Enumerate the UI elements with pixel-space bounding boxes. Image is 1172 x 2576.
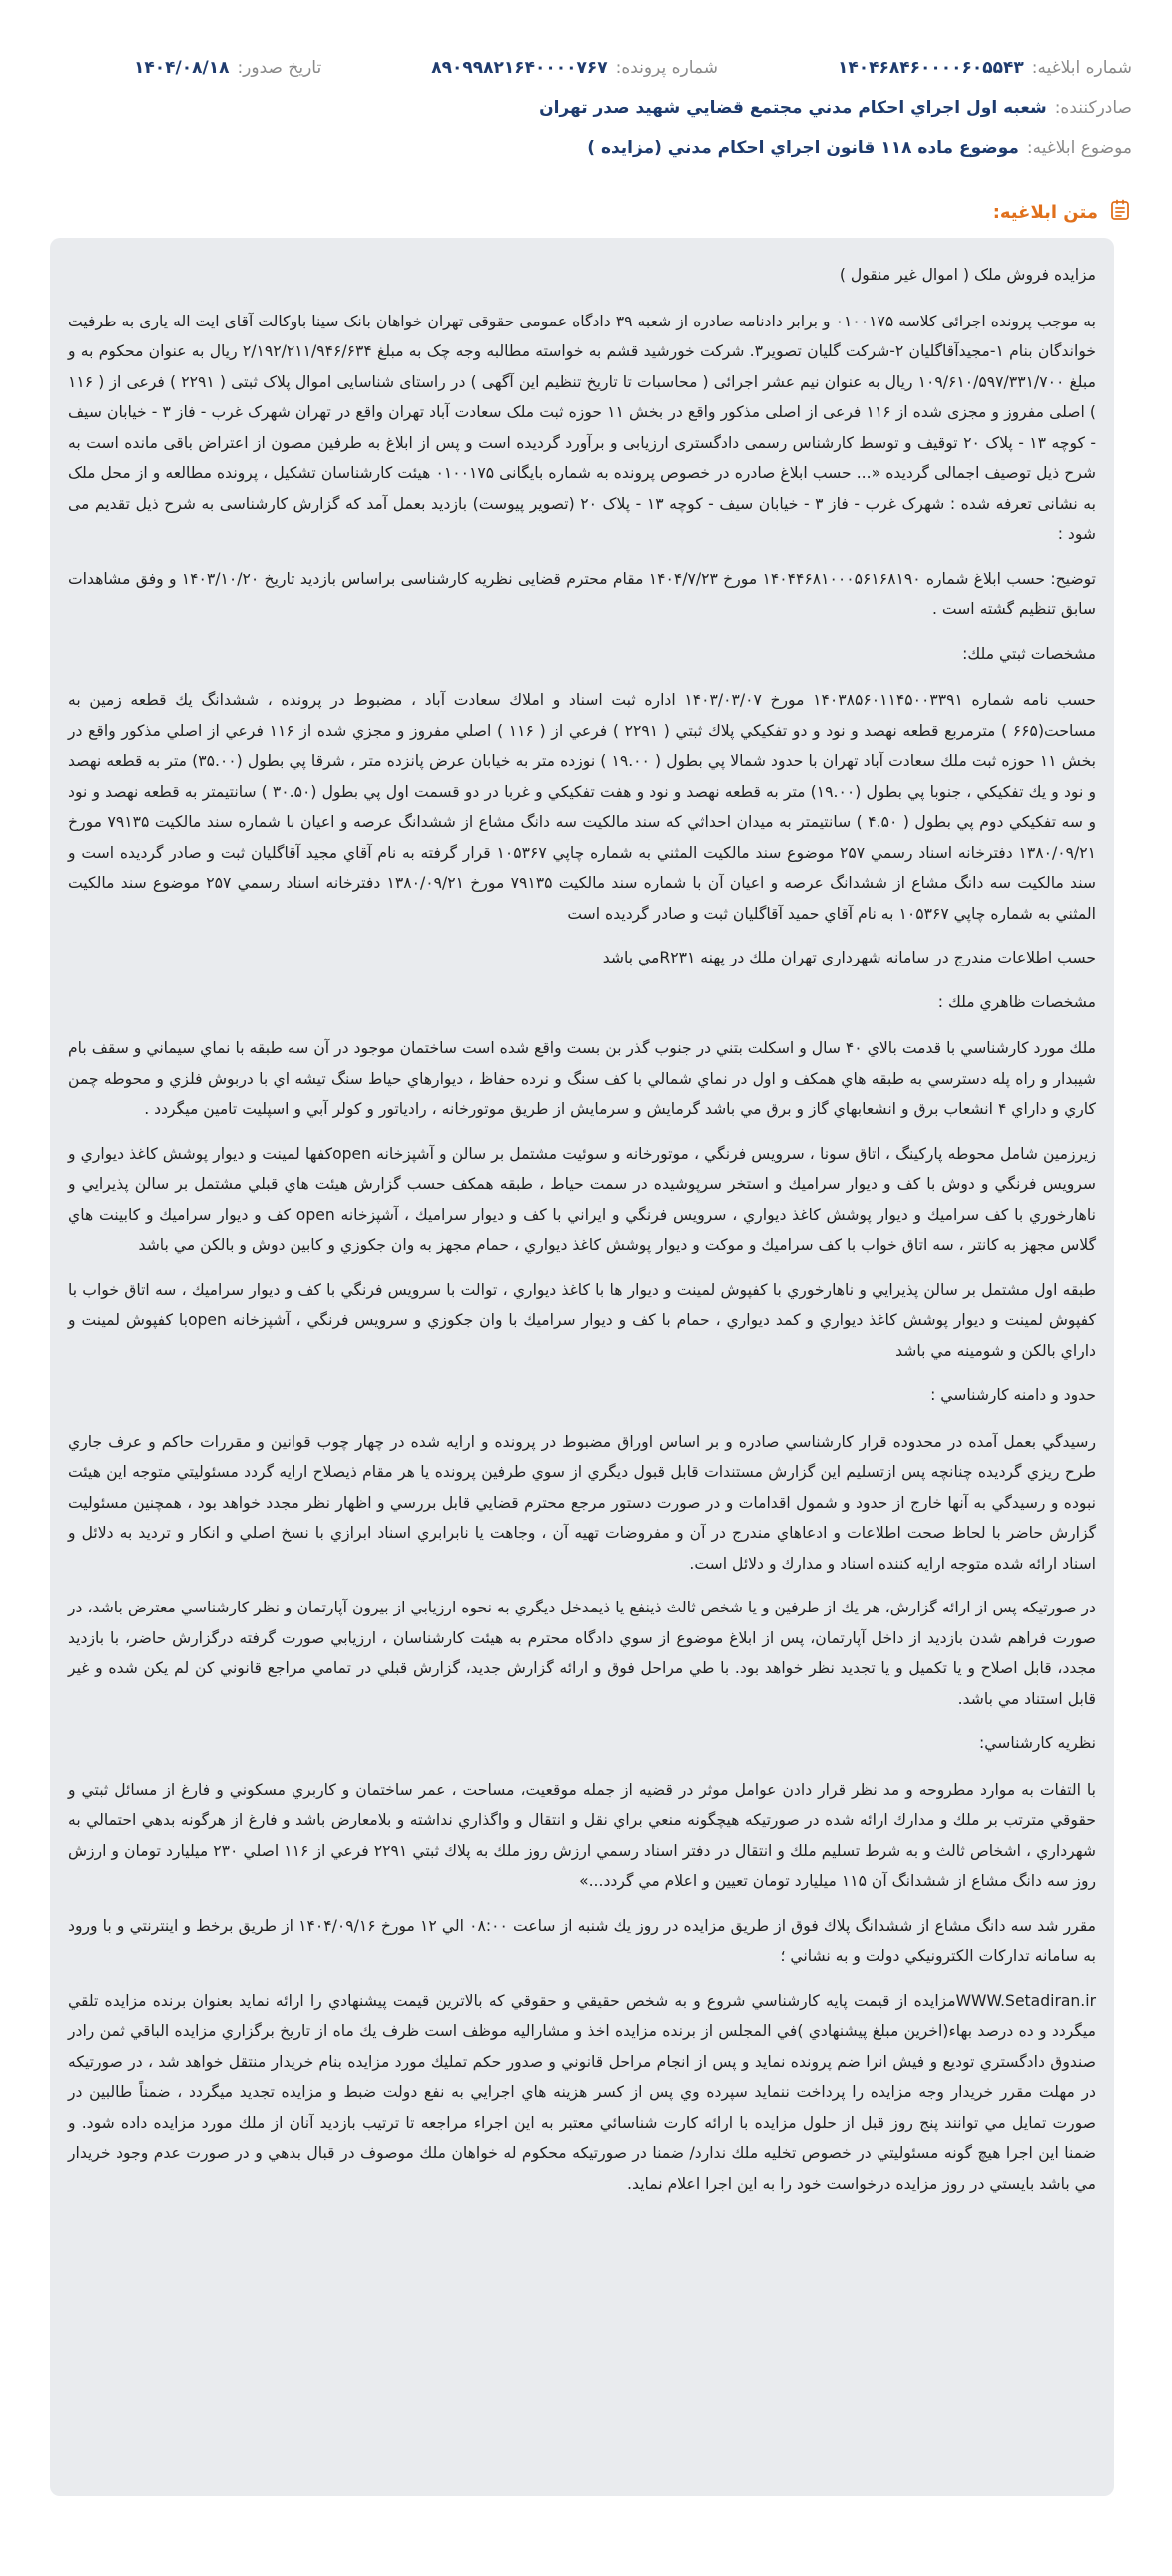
notice-header [40, 48, 1132, 168]
issue-date-label: تاریخ صدور: [237, 58, 322, 78]
case-number [431, 58, 718, 78]
body-paragraph: به موجب پرونده اجرائی کلاسه ۰۱۰۰۱۷۵ و برابر دادنامه صادره از شعبه ۳۹ دادگاه عمومی حقوقی تهران خواهان بانک سینا باوکالت آقای ایت اله یاری به طرفیت خواندگان بنام ۱-مجیدآقاگلیان ۲-شرکت گلیان تصویر۳. شرکت خورشید قشم به خواسته مطالبه وجه چک به مبلغ ۲/۱۹۲/۲۱۱/۹۴۶/۶۳۴ ریال به عنوان محکوم به و مبلغ ۱۰۹/۶۱۰/۵۹۷/۳۳۱/۷۰۰ ریال به عنوان نیم عشر اجرائی ( محاسبات تا تاریخ تنظیم این آگهی ) در راستای شناسایی اموال پلاک ثبتی ( ۲۲۹۱ ) فرعی از ( ۱۱۶ ) اصلی مفروز و مجزی شده از ۱۱۶ فرعی از اصلی مذکور واقع در بخش ۱۱ حوزه ثبت ملک سعادت آباد تهران واقع در تهران شهرک غرب - فاز ۳ - خیابان سیف - کوچه ۱۳ - پلاک ۲۰ توقیف و توسط کارشناس رسمی دادگستری ارزیابی و برآورد گردیده است و پس از ابلاغ به طرفین مصون از اعتراض باقی مانده است به شرح ذیل توصیف اجمالی گردیده «... حسب ابلاغ صادره در خصوص پرونده به شماره بایگانی ۰۱۰۰۱۷۵ هیئت کارشناسان تشکیل ، پرونده مطالعه و از محل ملک به نشانی تعرفه شده : شهرک غرب - فاز ۳ - خیابان سیف - کوچه ۱۳ - پلاک ۲۰ (تصویر پیوست) بازدید بعمل آمد که گزارش کارشناسی به شرح ذیل تقدیم می شود : [68, 312, 1097, 543]
body-paragraph: طبقه اول مشتمل بر سالن پذيرايي و ناهارخوري با كفپوش لمينت و ديوار ها با كاغذ ديواري ، توالت با سرويس فرنگي با كف و ديوار سراميك ، سه اتاق خواب با كفپوش لمينت و ديوار پوشش كاغذ ديواري و كمد ديواري ، حمام با كف و ديوار سراميك با وان جكوزي و سرويس فرنگي ، آشپزخانه openبا كفپوش لمينت و داراي بالكن و شومينه مي باشد [68, 1280, 1096, 1360]
body-paragraph-title: مزایده فروش ملک ( اموال غیر منقول ) [839, 266, 1096, 284]
subject-value: موضوع ماده ۱۱۸ قانون اجراي احكام مدني (مزايده ) [587, 138, 1019, 158]
notice-document-icon [1108, 198, 1132, 227]
body-paragraph: مقرر شد سه دانگ مشاع از ششدانگ پلاك فوق از طريق مزايده در روز يك شنبه از ساعت ۰۸:۰۰ الي ۱۲ مورخ ۱۴۰۴/۰۹/۱۶ از طريق برخط و اينترنتي و با ورود به سامانه تداركات الكترونيكي دولت و به نشاني ؛ [68, 1916, 1097, 1965]
subject-row [40, 128, 1132, 168]
body-paragraph: حسب اطلاعات مندرج در سامانه شهرداري تهران ملك در پهنه R۲۳۱مي باشد [602, 949, 1096, 966]
issuer-row [40, 88, 1132, 128]
body-paragraph: ملك مورد كارشناسي با قدمت بالاي ۴۰ سال و اسكلت بتني در جنوب گذر بن بست واقع شده است ساختمان موجود در آن سه طبقه با نماي سيماني و سقف بام شيبدار و راه پله دسترسي به طبقه هاي همكف و اول در نماي شمالي با كف سنگ و نرده حفاظ ، ديوارهاي حياط سنگ تيشه اي با دربوش فلزي و محوطه چمن كاري و داراي ۴ انشعاب برق و انشعابهاي گاز و برق مي باشد گرمايش و سرمايش از طريق موتورخانه ، رادياتور و كولر آبي و اسپليت تامين ميگردد . [68, 1039, 1096, 1118]
notice-body [50, 238, 1114, 2496]
meta-row [40, 48, 1132, 88]
issuer-value: شعبه اول اجراي احكام مدني مجتمع قضايي شهيد صدر تهران [539, 98, 1047, 118]
issuer-label: صادرکننده: [1054, 98, 1132, 118]
section-heading: مشخصات ثبتي ملك: [962, 644, 1096, 663]
subject-label: موضوع ابلاغیه: [1026, 138, 1132, 158]
body-paragraph: در صورتيكه پس از ارائه گزارش، هر يك از طرفين و يا شخص ثالث ذينفع يا ذيمدخل ديگري به نحوه ارزيابي از بيرون آپارتمان و نظر كارشناسي معترض باشد، در صورت فراهم شدن بازديد از داخل آپارتمان، پس از ابلاغ موضوع از سوي دادگاه محترم به هيئت كارشناسان ، ارزيابي صورت گرفته درگزارش حاضر، با بازديد مجدد، قابل اصلاح و يا تكميل و يا تجديد نظر خواهد بود. با طي مراحل فوق و ارائه گزارش جديد، گزارش قبلي در تمامي مراجع قانوني كن لم يكن شده و غير قابل استناد مي باشد. [68, 1599, 1096, 1708]
issue-date [134, 58, 321, 78]
body-paragraph: رسيدگي بعمل آمده در محدوده قرار كارشناسي صادره و بر اساس اوراق مضبوط در پرونده و ارايه شده در چهار چوب قوانين و مقررات حاكم و عرف جاري طرح ريزي گرديده چنانچه پس ازتسليم اين گزارش مستندات قابل قبول ديگري از سوي طرفين پرونده يا هر مقام ذيصلاح ارايه گردد مسئوليتي متوجه اين هيئت نبوده و رسيدگي به آنها خارج از حدود و شمول اقدامات و در صورت دستور مرجع محترم قضايي قابل بررسي و اظهار نظر مجدد خواهد بود ، همچنين مسئوليت گزارش حاضر با لحاظ صحت اطلاعات و ادعاهاي مندرج در آن و مفروضات تهيه آن ، وجاهت يا نابرابري اسناد ابرازي با نسخ اصلي و انكار و ترديد به دلائل و اسناد ارائه شده متوجه ارايه كننده اسناد و مدارك و دلائل است. [68, 1432, 1096, 1573]
notice-number-label: شماره ابلاغیه: [1031, 58, 1132, 78]
notice-number-value: ۱۴۰۴۶۸۴۶۰۰۰۰۶۰۵۵۴۳ [837, 58, 1024, 78]
section-heading: مشخصات ظاهري ملك : [937, 992, 1096, 1011]
case-number-label: شماره پرونده: [615, 58, 718, 78]
case-number-value: ۸۹۰۹۹۸۲۱۶۴۰۰۰۰۷۶۷ [431, 58, 608, 78]
section-title: متن ابلاغیه: [992, 202, 1098, 223]
body-paragraph: توضیح: حسب ابلاغ شماره ۱۴۰۴۴۶۸۱۰۰۰۵۶۱۶۸۱۹۰ مورخ ۱۴۰۴/۷/۲۳ مقام محترم قضایی نظریه کارشناسی براساس بازدید تاریخ ۱۴۰۳/۱۰/۲۰ و وفق مشاهدات سابق تنظیم گشته است . [68, 569, 1097, 618]
body-paragraph: حسب نامه شماره ۱۴۰۳۸۵۶۰۱۱۴۵۰۰۳۳۹۱ مورخ ۱۴۰۳/۰۳/۰۷ اداره ثبت اسناد و املاك سعادت آباد ، مضبوط در پرونده ، ششدانگ يك قطعه زمين به مساحت(۶۶۵ ) مترمربع قطعه نهصد و نود و دو تفكيكي پلاك ثبتي ( ۲۲۹۱ ) فرعي از ( ۱۱۶ ) اصلي مفروز و مجزي شده از ۱۱۶ فرعي از اصلي مذكور واقع در بخش ۱۱ حوزه ثبت ملك سعادت آباد تهران با حدود شمالا پي بطول ( ۱۹.۰۰ ) نوزده متر به خيابان عرض پانزده متر ، شرقا پي بطول (۳۵.۰۰) متر به قطعه نهصد و نود و يك تفكيكي ، جنوبا پي بطول (۱۹.۰۰) متر به قطعه نهصد و نود و هفت تفكيكي و غربا در دو قسمت اول پي بطول (۳۰.۵۰ ) سانتيمتر به قطعه نهصد و نود و سه تفكيكي دوم پي بطول ( ۴.۵۰ ) سانتيمتر به ميدان احداثي كه سند مالكيت سه دانگ مشاع از ششدانگ عرصه و اعيان با شماره سند مالكيت ۷۹۱۳۵ مورخ ۱۳۸۰/۰۹/۲۱ دفترخانه اسناد رسمي ۲۵۷ موضوع سند مالكيت المثني به شماره چاپي ۱۰۵۳۶۷ قرار گرفته به نام آقاي مجيد آقاگليان ثبت و صادر گرديده است و سند مالكيت سه دانگ مشاع از ششدانگ عرصه و اعيان آن با شماره سند مالكيت ۷۹۱۳۵ مورخ ۱۳۸۰/۰۹/۲۱ دفترخانه اسناد رسمي ۲۵۷ موضوع سند مالكيت المثني به شماره چاپي ۱۰۵۳۶۷ به نام آقاي حميد آقاگليان ثبت و صادر گرديده است [68, 691, 1097, 923]
body-paragraph: WWW.Setadiran.irمزايده از قيمت پايه كارشناسي شروع و به شخص حقيقي و حقوقي كه بالاترين قيمت پيشنهادي را ارائه نمايد بعنوان برنده مزايده تلقي ميگردد و ده درصد بهاء(اخرين مبلغ پيشنهادي )في المجلس از برنده مزايده اخذ و مشارالیه موظف است ظرف يك ماه از تاريخ برگزاري مزايده الباقي ثمن رادر صندوق دادگستري توديع و فيش انرا ضم پرونده نمايد و پس از انجام مراحل قانوني و صدور حكم تمليك مورد مزايده بنام خريدار منتقل خواهد شد ، در صورتيكه در مهلت مقرر خريدار وجه مزايده را پرداخت ننمايد سپرده وي پس از كسر هزينه هاي اجرايي به نفع دولت ضبط و مزايده تجديد ميگردد ، ضمناً طالبين در صورت تمايل مي توانند پنج روز قبل از حلول مزايده با ارائه كارت شناسائي معتبر به اين اجراء مراجعه تا ترتيب بازديد آنان از ملك مورد مزايده داده شود. و ضمنا اين اجرا هيچ گونه مسئوليتي در خصوص تخليه ملك ندارد/ ضمنا در صورتيكه محكوم له خواهان ملك موصوف در قبال بدهي و در صورت عدم وجود خريدار مي باشد بايستي در روز مزايده درخواست خود را به اين اجرا اعلام نمايد. [68, 1991, 1096, 2193]
body-paragraph: زيرزمين شامل محوطه پاركينگ ، اتاق سونا ، سرويس فرنگي ، موتورخانه و سوئيت مشتمل بر سالن و آشپزخانه openكفها لمينت و ديوار پوشش كاغذ ديواري و سرويس فرنگي و دوش با كف و ديوار سراميك و استخر سرپوشيده در سمت حياط ، طبقه همكف حسب گزارش هيئت هاي قبلي مشتمل بر سالن پذيرايي و ناهارخوري با كف سراميك و ديوار پوشش كاغذ ديواري ، سرويس فرنگي و ايراني با كف و ديوار سراميك ، آشپزخانه open كف و ديوار سراميك و كابينت هاي گلاس مجهز به كانتر ، سه اتاق خواب با كف سراميك و موكت و ديوار پوشش كاغذ ديواري ، حمام مجهز به وان جكوزي و كابين دوش و بالكن مي باشد [68, 1144, 1096, 1254]
section-heading: حدود و دامنه كارشناسي : [930, 1386, 1096, 1404]
issue-date-value: ۱۴۰۴/۰۸/۱۸ [134, 58, 230, 78]
body-paragraph: با التفات به موارد مطروحه و مد نظر قرار دادن عوامل موثر در قضيه از جمله موقعيت، مساحت ، عمر ساختمان و كاربري مسكوني و فارغ از مسائل ثبتي و حقوقي مترتب بر ملك و مدارك ارائه شده در صورتيكه هيچگونه منعي براي نقل و انتقال و واگذاري نداشته و بلامعارض باشد و فارغ از هرگونه بدهي احتمالي به شهرداري ، اشخاص ثالث و به شرط تسليم ملك و انتقال در دفتر اسناد رسمي ارزش روز ملك به پلاك ثبتي ۲۲۹۱ فرعي از ۱۱۶ اصلي ۲۳۰ ميليارد تومان و ارزش روز سه دانگ مشاع از ششدانگ آن ۱۱۵ ميليارد تومان تعيين و اعلام مي گردد...» [68, 1780, 1097, 1890]
section-heading: نظريه كارشناسي: [979, 1734, 1096, 1752]
notice-text-title [993, 198, 1132, 227]
notice-number [838, 58, 1132, 78]
